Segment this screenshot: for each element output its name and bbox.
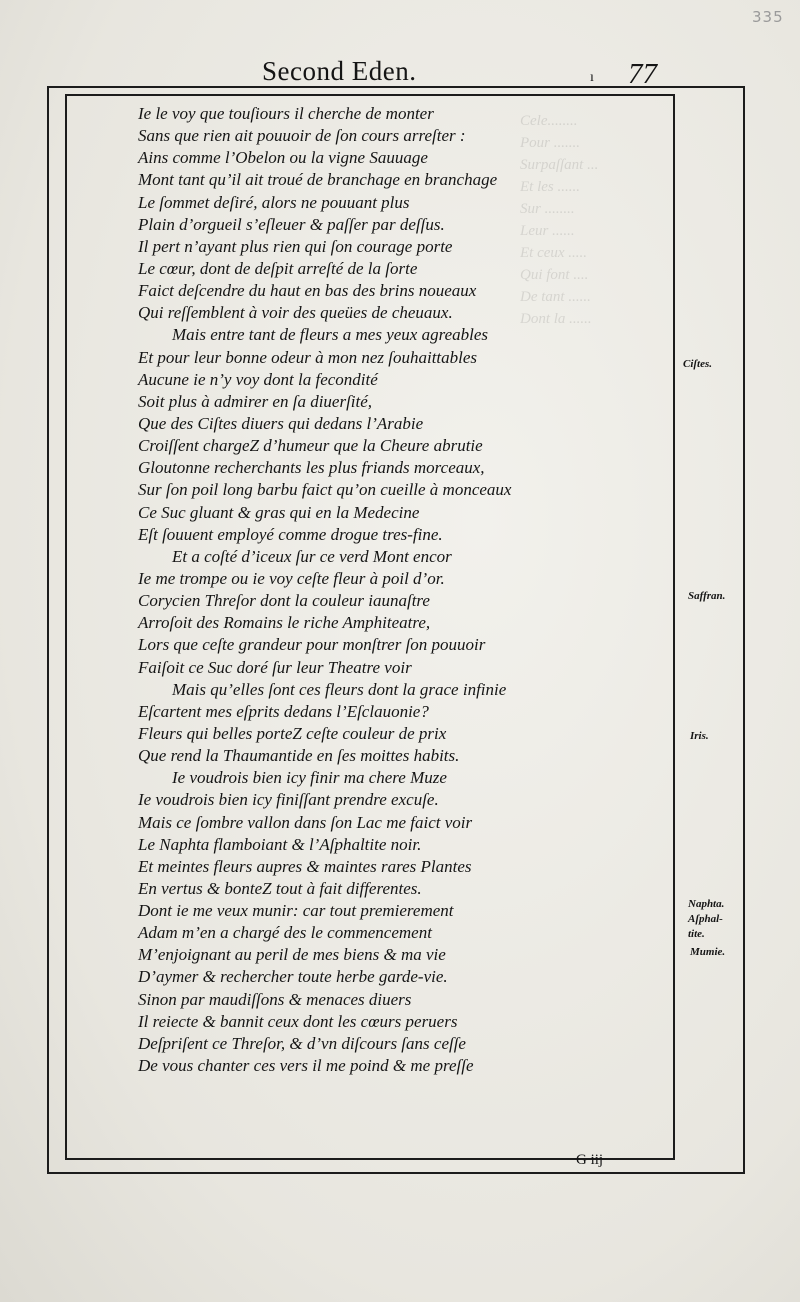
verse-line: Eſcartent mes eſprits dedans l’Eſclauonie? [138,701,429,721]
bleed-through-text: Cele........ Pour ....... Surpaſſant ... Et les ...... Sur ........ Leur ...... Et ceux ..... Qui font .... De tant ...... Dont la ...... [520,113,599,327]
verse-line: Ie le voy que touſiours il cherche de monter [138,104,434,123]
margin-note-tite: tite. [688,928,705,940]
verse-line: Le Naphta flamboiant & l’Aſphaltite noir. [138,834,422,854]
verse-line: Ce Suc gluant & gras qui en la Medecine [138,502,420,522]
verse-line: Que des Ciſtes diuers qui dedans l’Arabie [138,413,424,433]
verse-line: D’aymer & rechercher toute herbe garde-vie. [138,967,448,987]
verse-line: Adam m’en a chargé des le commencement [138,923,432,943]
verse-line: Aucune ie n’y voy dont la fecondité [138,369,378,389]
margin-note-mumie: Mumie. [690,946,726,958]
margin-note-cistes: Ciſtes. [683,358,713,370]
verse-line: Fleurs qui belles porteZ ceſte couleur de prix [138,723,447,743]
verse-line: Que rend la Thaumantide en ſes moittes habits. [138,746,460,766]
verse-line: Sinon par maudiſſons & menaces diuers [138,989,412,1009]
verse-line: De vous chanter ces vers il me poind & me preſſe [138,1056,474,1076]
verse-line: Sur ſon poil long barbu faict qu’on cueille à monceaux [138,480,512,500]
verse-line: Mont tant qu’il ait troué de branchage en branchage [138,170,498,190]
verse-line: En vertus & bonteZ tout à fait differentes. [138,878,422,898]
verse-line: Mais qu’elles ſont ces fleurs dont la grace infinie [172,679,507,699]
verse-line: Eſt ſouuent employé comme drogue tres-fine. [138,524,443,544]
verse-line: Ie voudrois bien icy finiſſant prendre excuſe. [138,790,439,810]
verse-line: Ains comme l’Obelon ou la vigne Sauuage [138,148,428,168]
verse-line: Ie voudrois bien icy finir ma chere Muze [172,768,447,788]
running-title: Second Eden. [262,56,417,86]
header-printer-mark: ı [590,70,594,85]
verse-line: Et a coſté d’iceux ſur ce verd Mont encor [172,546,452,566]
verse-line: Faict deſcendre du haut en bas des brins noueaux [138,281,477,301]
verse-line: Croiſſent chargeZ d’humeur que la Cheure abrutie [138,436,483,456]
margin-note-saffran: Saffran. [688,590,726,602]
verse-line: Et meintes fleurs aupres & maintes rares Plantes [138,856,472,876]
verse-line: Faiſoit ce Suc doré ſur leur Theatre voir [138,657,412,677]
page-number: 77 [628,58,657,90]
margin-note-asphal: Aſphal- [688,913,723,925]
verse-line: Ie me trompe ou ie voy ceſte fleur à poil d’or. [138,568,445,588]
verse-line: Soit plus à admirer en ſa diuerſité, [138,391,373,411]
verse-line: Plain d’orgueil s’eſleuer & paſſer par deſſus. [138,214,445,234]
signature-mark: G iij [576,1152,604,1168]
verse-line: Mais ce ſombre vallon dans ſon Lac me faict voir [138,812,473,832]
verse-line: Le ſommet deſiré, alors ne pouuant plus [138,192,410,212]
verse-line: Il reiecte & bannit ceux dont les cœurs peruers [138,1011,458,1031]
verse-line: Sans que rien ait pouuoir de ſon cours arreſter : [138,126,466,146]
poem-text-block [138,103,668,1077]
verse-line: Mais entre tant de fleurs a mes yeux agreables [172,325,489,345]
verse-line: Qui reſſemblent à voir des queües de cheuaux. [138,303,453,323]
verse-line: Le cœur, dont de deſpit arreſté de la ſorte [138,258,418,278]
verse-line: M’enjoignant au peril de mes biens & ma vie [138,945,446,965]
verse-line: Lors que ceſte grandeur pour monſtrer ſon pouuoir [138,635,486,655]
verse-line: Il pert n’ayant plus rien qui ſon courage porte [138,236,453,256]
library-folio-mark: 335 [752,8,784,26]
margin-note-naphta: Naphta. [688,898,725,910]
verse-line: Arroſoit des Romains le riche Amphiteatre, [138,613,431,633]
margin-note-iris: Iris. [690,730,709,742]
verse-line: Corycien Threſor dont la couleur iaunaſtre [138,591,430,611]
verse-line: Gloutonne recherchants les plus friands morceaux, [138,458,485,478]
verse-line: Dont ie me veux munir: car tout premierement [138,901,454,921]
verse-line: Deſpriſent ce Threſor, & d’vn diſcours ſans ceſſe [138,1033,466,1053]
verse-line: Et pour leur bonne odeur à mon nez ſouhaittables [138,347,478,367]
